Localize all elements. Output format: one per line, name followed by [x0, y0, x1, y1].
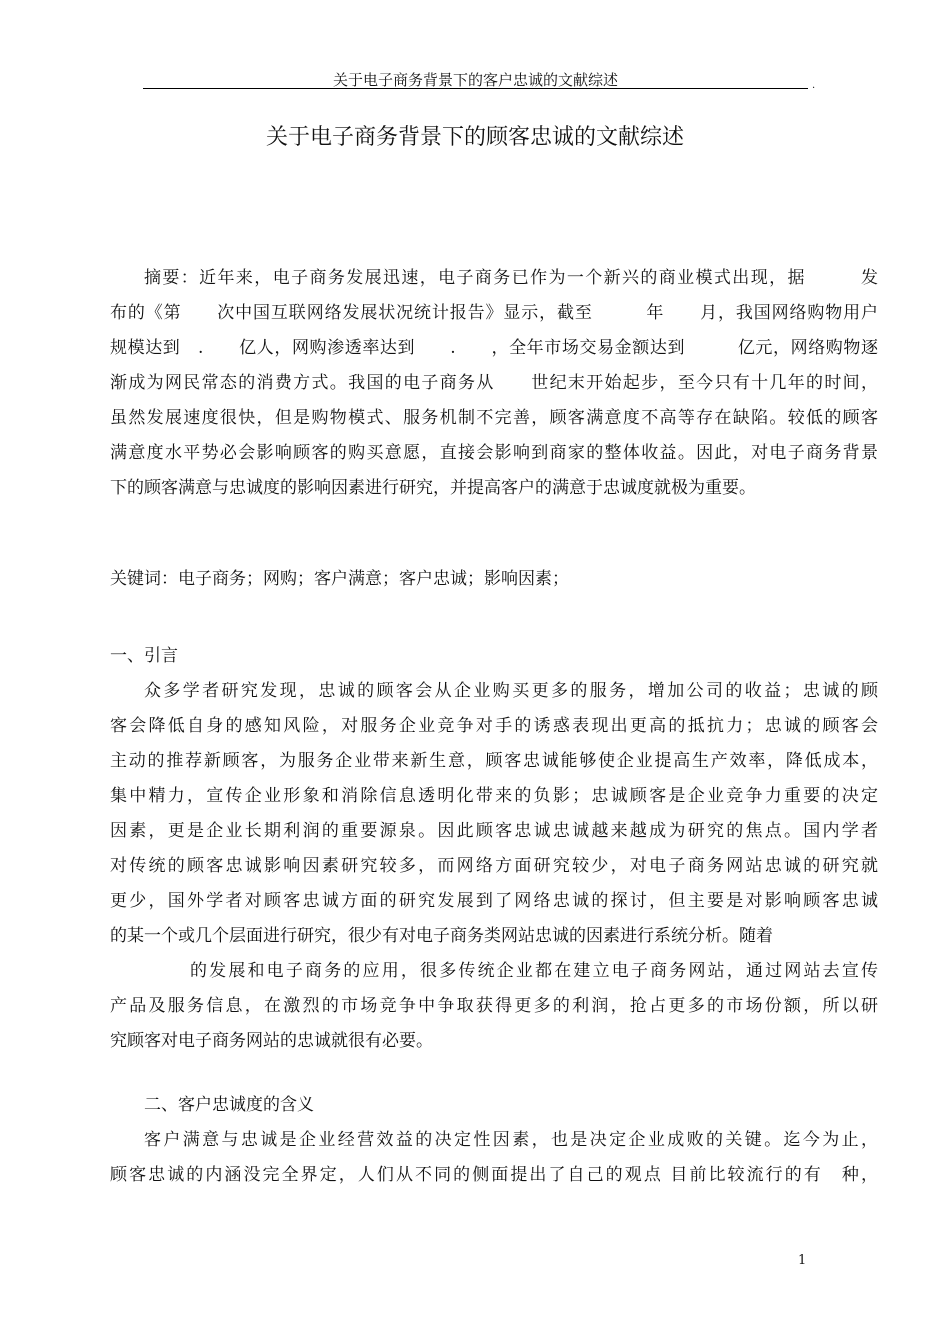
- keywords-line: 关键词：电子商务；网购；客户满意；客户忠诚；影响因素；: [110, 569, 569, 589]
- abstract-paragraph: [110, 261, 878, 506]
- body-line: 对传统的顾客忠诚影响因素研究较多，而网络方面研究较少，对电子商务网站忠诚的研究就: [110, 856, 878, 876]
- abstract-line: 虽然发展速度很快，但是购物模式、服务机制不完善，顾客满意度不高等存在缺陷。较低的顾客: [110, 408, 878, 428]
- section-heading: 一、引言: [110, 646, 178, 666]
- header-mark: .: [812, 80, 816, 91]
- keywords-paragraph: [110, 562, 878, 597]
- running-header: 关于电子商务背景下的客户忠诚的文献综述: [332, 71, 618, 89]
- body-line: 客会降低自身的感知风险，对服务企业竞争对手的诱惑表现出更高的抵抗力；忠诚的顾客会: [110, 716, 878, 736]
- abstract-line: 摘要：近年来，电子商务发展迅速，电子商务已作为一个新兴的商业模式出现，据 发: [144, 268, 878, 288]
- body-line: 众多学者研究发现，忠诚的顾客会从企业购买更多的服务，增加公司的收益；忠诚的顾: [144, 681, 878, 701]
- body-line: 主动的推荐新顾客，为服务企业带来新生意，顾客忠诚能够使企业提高生产效率，降低成本，: [110, 751, 878, 771]
- body-line: 集中精力，宣传企业形象和消除信息透明化带来的负影；忠诚顾客是企业竞争力重要的决定: [110, 786, 878, 806]
- body-line: 因素，更是企业长期利润的重要源泉。因此顾客忠诚忠诚越来越成为研究的焦点。国内学者: [110, 821, 878, 841]
- abstract-line: 满意度水平势必会影响顾客的购买意愿，直接会影响到商家的整体收益。因此，对电子商务背景: [110, 443, 878, 463]
- body-line: 产品及服务信息，在激烈的市场竞争中争取获得更多的利润，抢占更多的市场份额，所以研: [110, 996, 878, 1016]
- abstract-line: 下的顾客满意与忠诚度的影响因素进行研究，并提高客户的满意于忠诚度就极为重要。: [110, 478, 756, 498]
- header-rule: [143, 88, 808, 89]
- page-number: 1: [798, 1253, 807, 1268]
- body-line: 究顾客对电子商务网站的忠诚就很有必要。: [110, 1031, 433, 1051]
- body-line: 顾客忠诚的内涵没完全界定，人们从不同的侧面提出了自己的观点 目前比较流行的有 种，: [110, 1165, 878, 1185]
- body-line: 的某一个或几个层面进行研究，很少有对电子商务类网站忠诚的因素进行系统分析。随着: [110, 926, 773, 946]
- section-1: [110, 639, 878, 1059]
- document-title: 关于电子商务背景下的顾客忠诚的文献综述: [265, 125, 684, 150]
- body-line: 客户满意与忠诚是企业经营效益的决定性因素，也是决定企业成败的关键。迄今为止，: [144, 1130, 878, 1150]
- section-2: [110, 1088, 878, 1193]
- abstract-line: 规模达到 . 亿人，网购渗透率达到 . ，全年市场交易金额达到 亿元，网络购物逐: [110, 338, 878, 358]
- section-heading: 二、客户忠诚度的含义: [144, 1095, 314, 1115]
- abstract-line: 渐成为网民常态的消费方式。我国的电子商务从 世纪末开始起步，至今只有十几年的时间，: [110, 373, 878, 393]
- abstract-line: 布的《第 次中国互联网络发展状况统计报告》显示，截至 年 月，我国网络购物用户: [110, 303, 878, 323]
- body-line: 的发展和电子商务的应用，很多传统企业都在建立电子商务网站，通过网站去宣传: [190, 961, 878, 981]
- body-line: 更少，国外学者对顾客忠诚方面的研究发展到了网络忠诚的探讨，但主要是对影响顾客忠诚: [110, 891, 878, 911]
